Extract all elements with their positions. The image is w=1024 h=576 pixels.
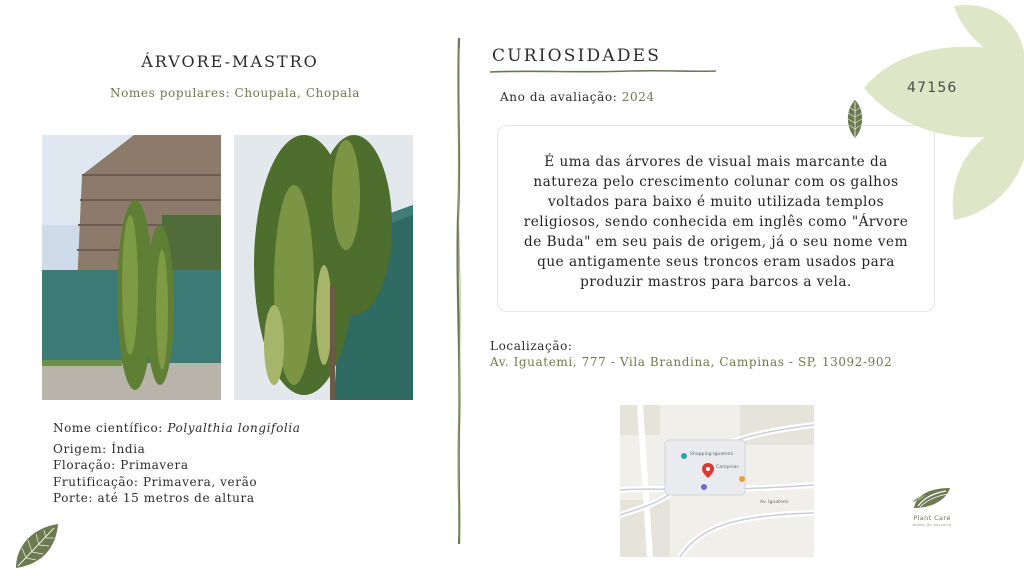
- fruiting-row: [53, 474, 301, 491]
- brand-name: Plant Care: [913, 514, 951, 522]
- curiosities-title: CURIOSIDADES: [492, 46, 662, 66]
- size-label: Porte:: [53, 491, 94, 505]
- map-road-label: Av. Iguatemi: [760, 500, 789, 505]
- leaf-icon-bottom: [12, 522, 60, 570]
- fruiting-label: Frutificação:: [53, 474, 139, 489]
- location-address[interactable]: Av. Iguatemi, 777 - Vila Brandina, Campinas - SP, 13092-902: [490, 355, 893, 369]
- popular-names: [50, 86, 420, 100]
- fruiting-value: Primavera, verão: [142, 474, 258, 489]
- tree-photo-closeup: [234, 135, 413, 400]
- plant-facts: [53, 420, 301, 507]
- origin-row: [53, 441, 301, 458]
- size-row: [53, 490, 301, 507]
- scientific-name-value: Polyalthia longifolia: [167, 421, 301, 435]
- location-map[interactable]: [620, 405, 814, 557]
- plant-care-logo-icon: [910, 486, 954, 510]
- tree-photo-building: [42, 135, 221, 400]
- plant-title: ÁRVORE-MASTRO: [141, 52, 319, 71]
- evaluation-year-value: 2024: [621, 90, 655, 104]
- origin-value: Índia: [111, 441, 146, 456]
- flowering-row: [53, 457, 301, 474]
- scientific-name-row: [53, 420, 301, 437]
- map-poi-1: Shopping Iguatemi: [690, 452, 734, 457]
- evaluation-year-label: Ano da avaliação:: [500, 90, 618, 104]
- brand-block: [900, 486, 964, 527]
- flowering-label: Floração:: [53, 458, 116, 472]
- curiosity-text: É uma das árvores de visual mais marcante da natureza pelo crescimento colunar com os galhos voltados para baixo é muito utilizada templos religiosos, sendo conhecida em inglês como "Árvore de Buda" em seu pais de origem, já o seu nome vem que antigamente seus troncos eram usados para produzir mastros para barcos a vela.: [523, 154, 909, 290]
- scientific-name-label: Nome científico:: [53, 421, 163, 435]
- map-poi-2: Campinas: [716, 465, 739, 470]
- size-value: até 15 metros de altura: [97, 491, 255, 505]
- location-label: Localização:: [490, 339, 573, 353]
- popular-names-value: Choupala, Chopala: [234, 86, 361, 100]
- decorative-leaves: [860, 0, 1024, 230]
- popular-names-label: Nomes populares:: [109, 86, 231, 100]
- title-underline: [490, 68, 716, 76]
- evaluation-year: [500, 90, 655, 104]
- brand-tagline: ações de parceria: [912, 522, 952, 527]
- plant-code-badge: 47156: [907, 80, 958, 96]
- column-divider: [452, 38, 466, 544]
- flowering-value: Primavera: [120, 458, 189, 472]
- origin-label: Origem:: [53, 441, 107, 456]
